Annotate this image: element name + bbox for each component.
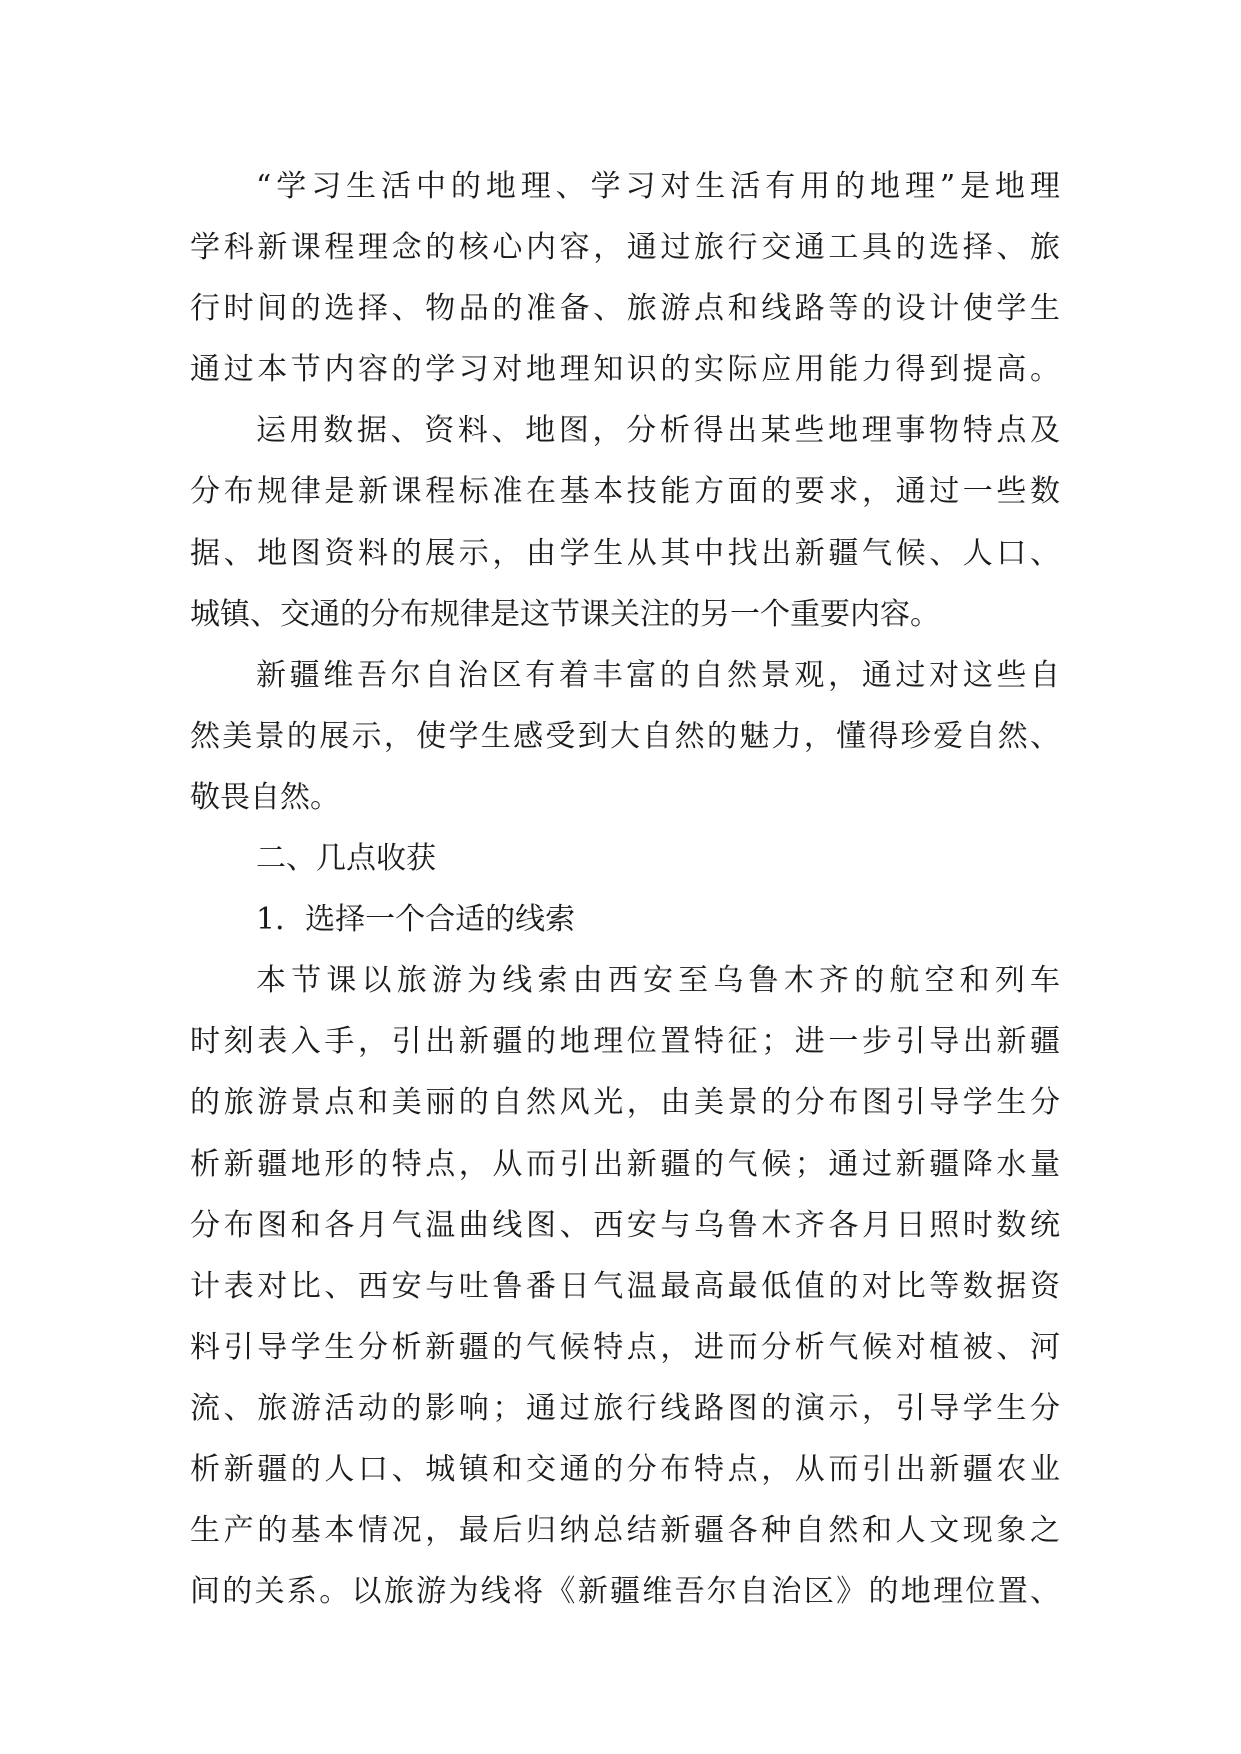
text-line: 行时间的选择、物品的准备、旅游点和线路等的设计使学生 [190, 291, 1060, 327]
body-text [190, 156, 1060, 1622]
text-line: 料引导学生分析新疆的气候特点，进而分析气候对植被、河 [190, 1329, 1060, 1365]
text-line: 然美景的展示，使学生感受到大自然的魅力，懂得珍爱自然、 [190, 718, 1060, 754]
text-line: 学科新课程理念的核心内容，通过旅行交通工具的选择、旅 [190, 230, 1060, 266]
text-line: 流、旅游活动的影响；通过旅行线路图的演示，引导学生分 [190, 1390, 1060, 1426]
text-line: 的旅游景点和美丽的自然风光，由美景的分布图引导学生分 [190, 1085, 1060, 1121]
text-line: 通过本节内容的学习对地理知识的实际应用能力得到提高。 [190, 352, 1060, 388]
text-line: 计表对比、西安与吐鲁番日气温最高最低值的对比等数据资 [190, 1268, 1060, 1304]
text-line: 间的关系。以旅游为线将《新疆维吾尔自治区》的地理位置、 [190, 1574, 1060, 1610]
text-line: 生产的基本情况，最后归纳总结新疆各种自然和人文现象之 [190, 1513, 1060, 1549]
text-line: 析新疆地形的特点，从而引出新疆的气候；通过新疆降水量 [190, 1146, 1060, 1182]
text-line: 分布规律是新课程标准在基本技能方面的要求，通过一些数 [190, 474, 1060, 510]
text-line: 城镇、交通的分布规律是这节课关注的另一个重要内容。 [190, 596, 940, 632]
text-line: 1．选择一个合适的线索 [256, 902, 576, 938]
text-line: 时刻表入手，引出新疆的地理位置特征；进一步引导出新疆 [190, 1024, 1060, 1060]
text-line: 二、几点收获 [256, 841, 436, 877]
text-line: 新疆维吾尔自治区有着丰富的自然景观，通过对这些自 [256, 657, 1060, 693]
text-line: 据、地图资料的展示，由学生从其中找出新疆气候、人口、 [190, 535, 1060, 571]
text-line: 分布图和各月气温曲线图、西安与乌鲁木齐各月日照时数统 [190, 1207, 1060, 1243]
text-line: “学习生活中的地理、学习对生活有用的地理”是地理 [256, 169, 1060, 204]
text-line: 运用数据、资料、地图，分析得出某些地理事物特点及 [256, 413, 1060, 449]
text-line: 析新疆的人口、城镇和交通的分布特点，从而引出新疆农业 [190, 1451, 1060, 1487]
text-line: 敬畏自然。 [190, 779, 340, 815]
text-line: 本节课以旅游为线索由西安至乌鲁木齐的航空和列车 [256, 963, 1060, 999]
